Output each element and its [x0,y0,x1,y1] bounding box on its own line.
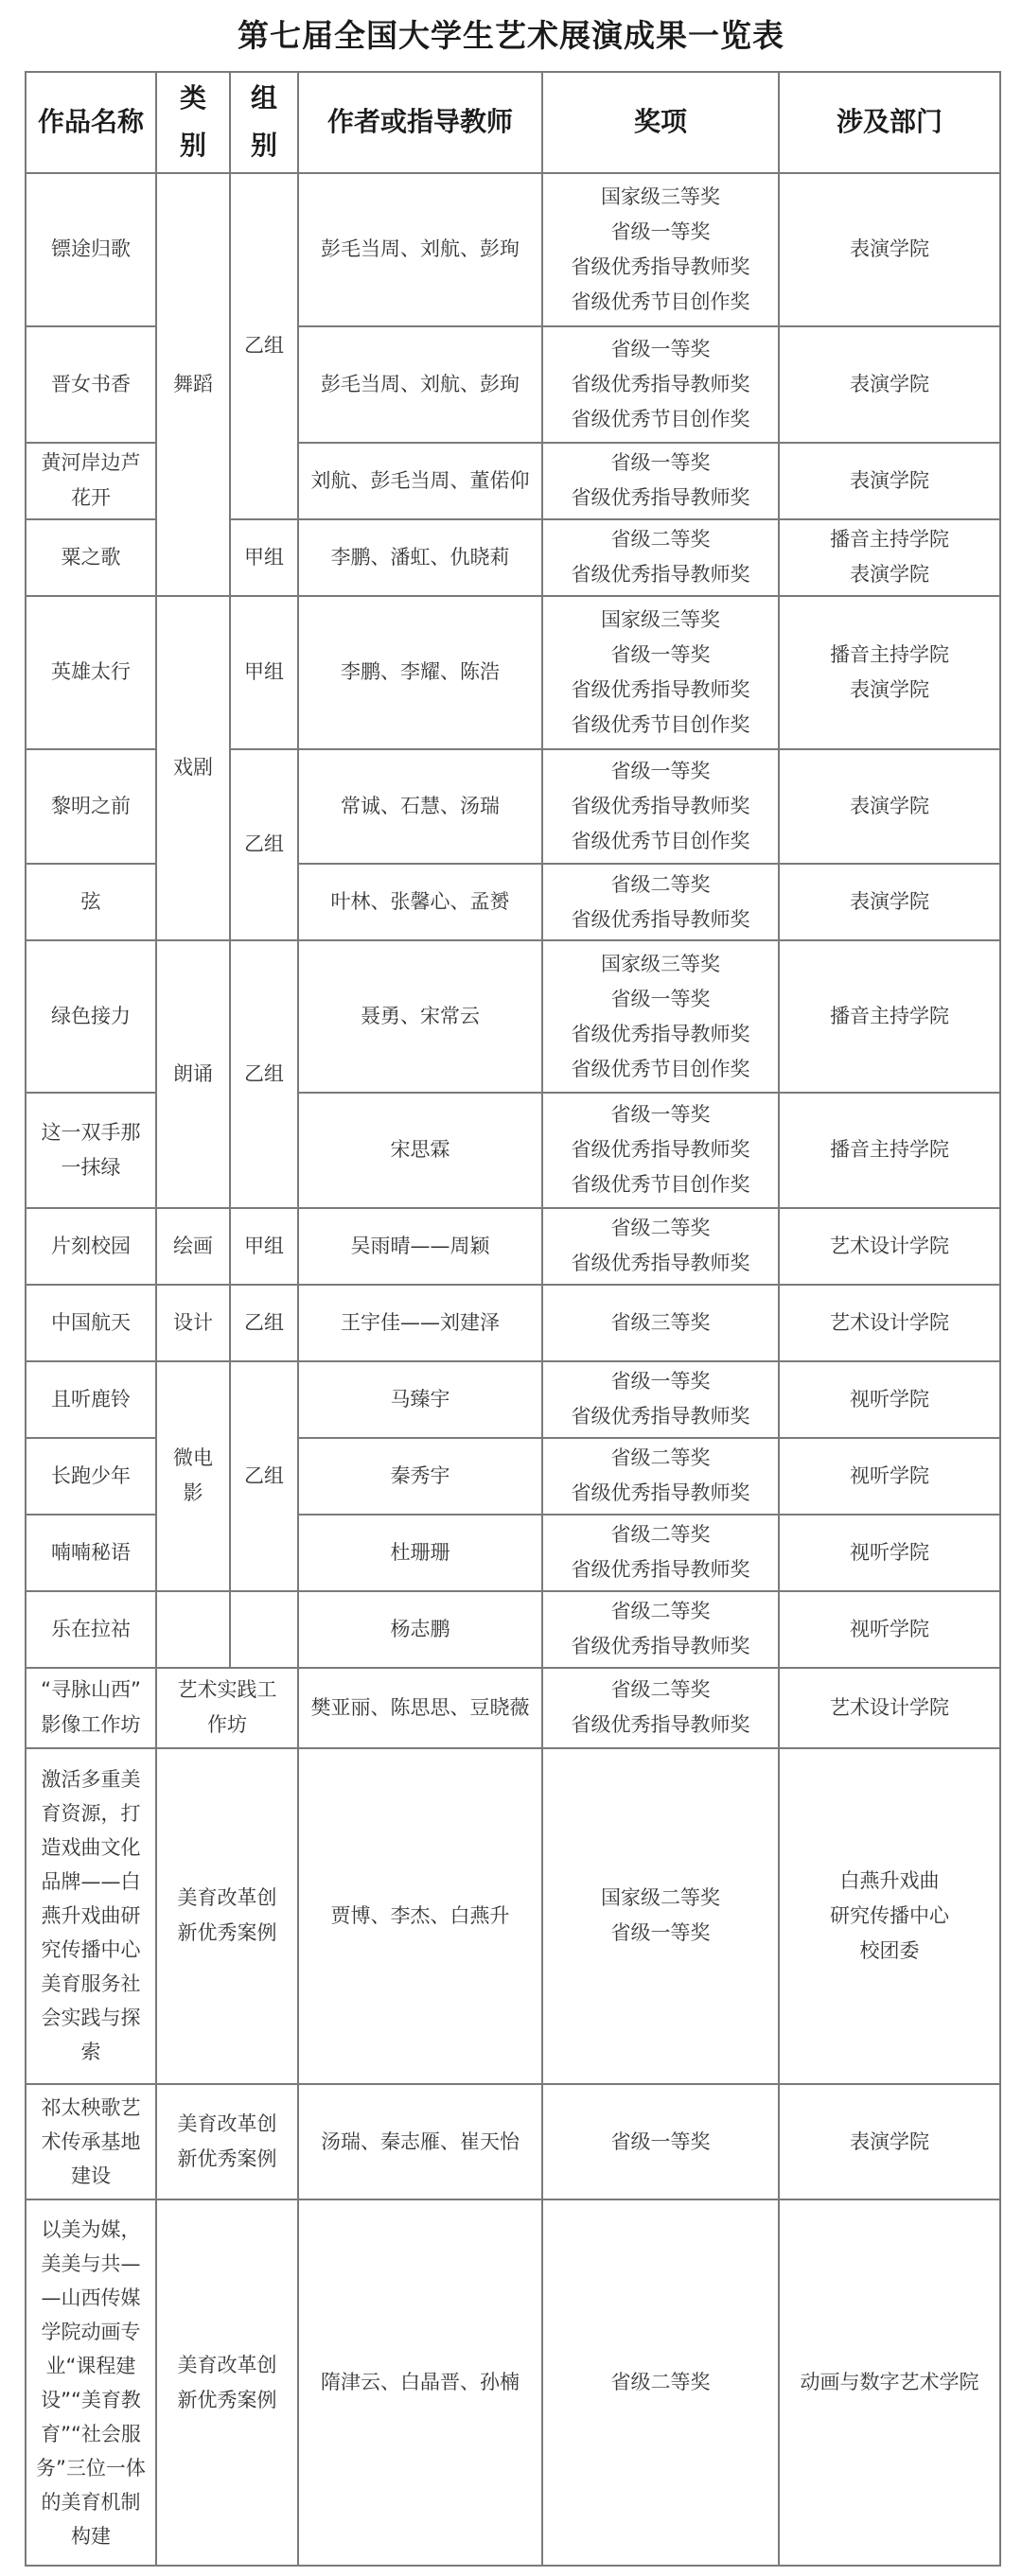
dept-cell: 播音主持学院 表演学院 [779,519,1000,596]
work-name: 镖途归歌 [26,173,156,326]
category-cell: 舞蹈 [156,173,230,596]
work-name: 这一双手那 一抹绿 [26,1093,156,1208]
category-cell: 戏剧 [156,596,230,941]
author-cell: 隋津云、白晶晋、孙楠 [298,2199,542,2566]
work-name: 弦 [26,864,156,940]
award-cell: 国家级三等奖 省级一等奖 省级优秀指导教师奖 省级优秀节目创作奖 [542,173,779,326]
dept-cell: 表演学院 [779,864,1000,940]
work-name: 绿色接力 [26,940,156,1093]
dept-cell: 表演学院 [779,173,1000,326]
award-cell: 省级二等奖 省级优秀指导教师奖 [542,1208,779,1285]
work-name: 晋女书香 [26,326,156,443]
awards-table [25,71,1001,2567]
author-cell: 聂勇、宋常云 [298,940,542,1093]
category-cell-empty [156,1591,230,1668]
table-row [26,173,1000,326]
author-cell: 樊亚丽、陈思思、豆晓薇 [298,1668,542,1748]
award-cell: 省级二等奖 省级优秀指导教师奖 [542,1438,779,1515]
category-cell: 美育改革创 新优秀案例 [156,2084,298,2200]
dept-cell: 艺术设计学院 [779,1668,1000,1748]
dept-cell: 表演学院 [779,326,1000,443]
award-cell: 省级一等奖 省级优秀指导教师奖 省级优秀节目创作奖 [542,749,779,865]
dept-cell: 视听学院 [779,1591,1000,1668]
work-name: “寻脉山西” 影像工作坊 [26,1668,156,1748]
header-author: 作者或指导教师 [298,72,542,173]
group-cell: 乙组 [230,1285,298,1361]
work-name: 激活多重美 育资源，打 造戏曲文化 品牌——白 燕升戏曲研 究传播中心 美育服务社 会实践与探 索 [26,1748,156,2084]
dept-cell: 视听学院 [779,1361,1000,1438]
work-name: 英雄太行 [26,596,156,749]
table-row [26,1591,1000,1668]
author-cell: 吴雨晴——周颖 [298,1208,542,1285]
category-cell: 绘画 [156,1208,230,1285]
table-row [26,2199,1000,2566]
author-cell: 杜珊珊 [298,1515,542,1591]
author-cell: 李鹏、李耀、陈浩 [298,596,542,749]
dept-cell: 表演学院 [779,749,1000,865]
category-cell: 艺术实践工 作坊 [156,1668,298,1748]
group-cell: 甲组 [230,1208,298,1285]
dept-cell: 动画与数字艺术学院 [779,2199,1000,2566]
author-cell: 彭毛当周、刘航、彭珣 [298,326,542,443]
work-name: 祁太秧歌艺 术传承基地 建设 [26,2084,156,2200]
work-name: 喃喃秘语 [26,1515,156,1591]
award-cell: 省级一等奖 省级优秀指导教师奖 [542,443,779,519]
work-name: 中国航天 [26,1285,156,1361]
category-cell: 设计 [156,1285,230,1361]
category-cell: 美育改革创 新优秀案例 [156,1748,298,2084]
group-cell: 乙组 [230,940,298,1208]
award-cell: 省级二等奖 [542,2199,779,2566]
author-cell: 杨志鹏 [298,1591,542,1668]
award-cell: 省级一等奖 省级优秀指导教师奖 省级优秀节目创作奖 [542,326,779,443]
dept-cell: 表演学院 [779,2084,1000,2200]
dept-cell: 视听学院 [779,1438,1000,1515]
work-name: 以美为媒， 美美与共— —山西传媒 学院动画专 业“课程建 设”“美育教 育”“社会服 务”三位一体 的美育机制 构建 [26,2199,156,2566]
award-cell: 省级二等奖 省级优秀指导教师奖 [542,1591,779,1668]
header-dept: 涉及部门 [779,72,1000,173]
category-cell: 朗诵 [156,940,230,1208]
author-cell: 叶林、张馨心、孟赟 [298,864,542,940]
author-cell: 王宇佳——刘建泽 [298,1285,542,1361]
author-cell: 宋思霖 [298,1093,542,1208]
author-cell: 彭毛当周、刘航、彭珣 [298,173,542,326]
table-row [26,596,1000,749]
work-name: 乐在拉祜 [26,1591,156,1668]
author-cell: 马臻宇 [298,1361,542,1438]
work-name: 黄河岸边芦 花开 [26,443,156,519]
author-cell: 常诚、石慧、汤瑞 [298,749,542,865]
group-cell: 乙组 [230,749,298,941]
dept-cell: 白燕升戏曲 研究传播中心 校团委 [779,1748,1000,2084]
author-cell: 贾博、李杰、白燕升 [298,1748,542,2084]
award-cell: 省级一等奖 [542,2084,779,2200]
award-cell: 省级三等奖 [542,1285,779,1361]
group-cell: 乙组 [230,1361,298,1591]
dept-cell: 视听学院 [779,1515,1000,1591]
group-cell: 甲组 [230,596,298,749]
table-row [26,940,1000,1093]
award-cell: 省级二等奖 省级优秀指导教师奖 [542,1515,779,1591]
work-name: 长跑少年 [26,1438,156,1515]
work-name: 且听鹿铃 [26,1361,156,1438]
author-cell: 汤瑞、秦志雁、崔天怡 [298,2084,542,2200]
work-name: 片刻校园 [26,1208,156,1285]
dept-cell: 播音主持学院 [779,940,1000,1093]
author-cell: 李鹏、潘虹、仇晓莉 [298,519,542,596]
header-row [26,72,1000,173]
dept-cell: 播音主持学院 表演学院 [779,596,1000,749]
group-cell: 乙组 [230,173,298,519]
dept-cell: 艺术设计学院 [779,1285,1000,1361]
table-row [26,1748,1000,2084]
category-cell: 微电 影 [156,1361,230,1591]
table-row [26,1285,1000,1361]
header-award: 奖项 [542,72,779,173]
header-group: 组 别 [230,72,298,173]
award-cell: 国家级三等奖 省级一等奖 省级优秀指导教师奖 省级优秀节目创作奖 [542,596,779,749]
header-name: 作品名称 [26,72,156,173]
group-cell: 甲组 [230,519,298,596]
work-name: 粟之歌 [26,519,156,596]
award-cell: 省级一等奖 省级优秀指导教师奖 [542,1361,779,1438]
author-cell: 秦秀宇 [298,1438,542,1515]
work-name: 黎明之前 [26,749,156,865]
table-row [26,1361,1000,1438]
dept-cell: 艺术设计学院 [779,1208,1000,1285]
award-cell: 省级二等奖 省级优秀指导教师奖 [542,864,779,940]
group-cell-empty [230,1591,298,1668]
dept-cell: 表演学院 [779,443,1000,519]
dept-cell: 播音主持学院 [779,1093,1000,1208]
header-category: 类 别 [156,72,230,173]
table-row [26,2084,1000,2200]
award-cell: 省级二等奖 省级优秀指导教师奖 [542,519,779,596]
award-cell: 国家级三等奖 省级一等奖 省级优秀指导教师奖 省级优秀节目创作奖 [542,940,779,1093]
award-cell: 国家级二等奖 省级一等奖 [542,1748,779,2084]
award-cell: 省级一等奖 省级优秀指导教师奖 省级优秀节目创作奖 [542,1093,779,1208]
category-cell: 美育改革创 新优秀案例 [156,2199,298,2566]
table-row [26,1668,1000,1748]
author-cell: 刘航、彭毛当周、董偌仰 [298,443,542,519]
page-title: 第七届全国大学生艺术展演成果一览表 [238,17,784,54]
award-cell: 省级二等奖 省级优秀指导教师奖 [542,1668,779,1748]
table-row [26,1208,1000,1285]
